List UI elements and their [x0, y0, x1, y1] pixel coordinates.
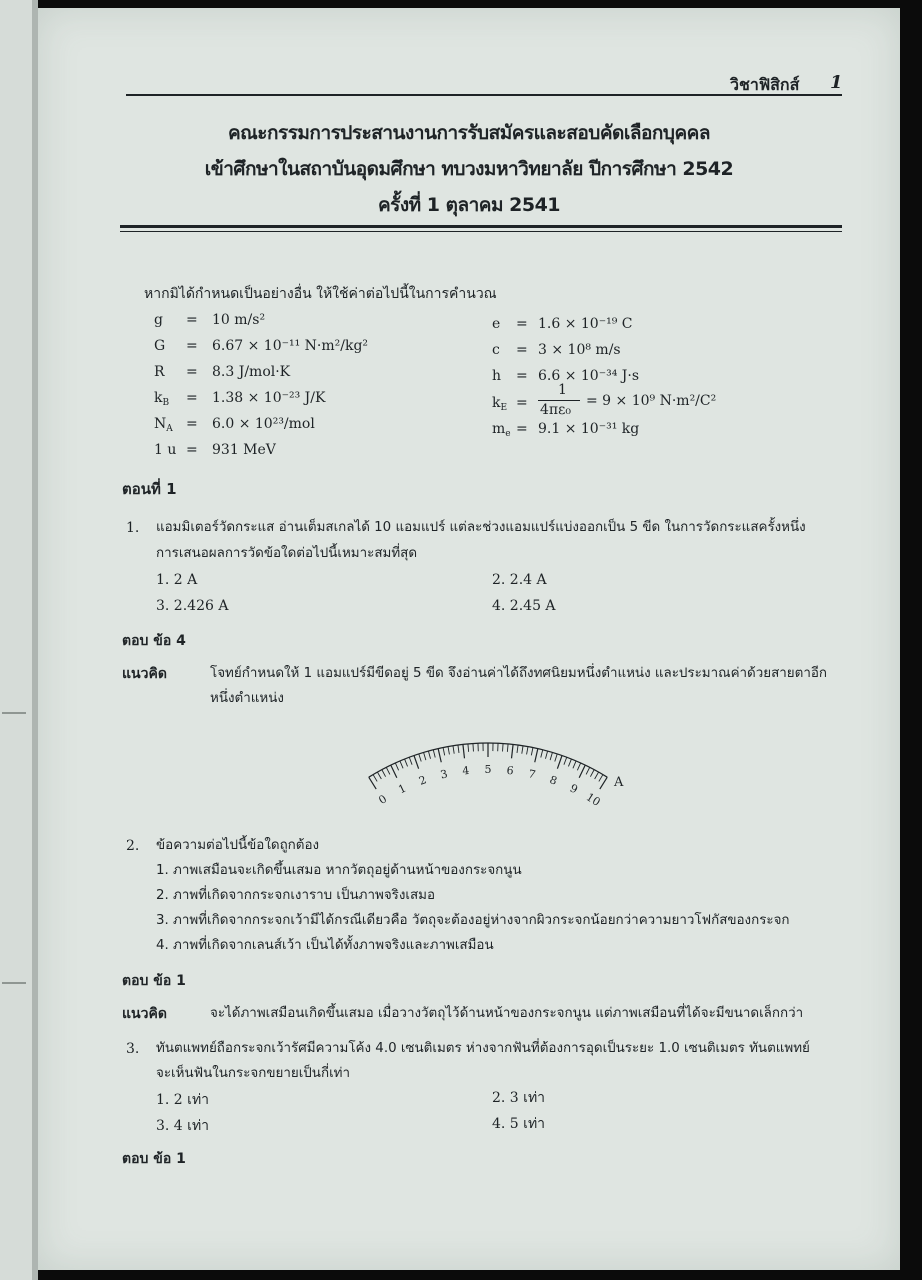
constants-intro: หากมิได้กำหนดเป็นอย่างอื่น ให้ใช้ค่าต่อไปนี้ในการคำนวณ: [144, 286, 497, 302]
kE-fraction-numerator: 1: [558, 382, 567, 398]
scale-minor-tick: [527, 747, 528, 755]
constant-NA: 6.0 × 10²³/mol: [212, 416, 315, 432]
scale-major-tick: [438, 749, 441, 763]
q2-approach: จะได้ภาพเสมือนเกิดขึ้นเสมอ เมื่อวางวัตถุไว้ด้านหน้าของกระจกนูน แต่ภาพเสมือนที่ได้จะมีขนาดเล็กกว่า: [210, 1006, 804, 1021]
scale-label: 10: [583, 790, 603, 809]
scale-label: 3: [439, 767, 449, 782]
title-rule-thick: [120, 225, 842, 228]
q1-approach-line2: หนึ่งตำแหน่ง: [210, 691, 284, 706]
constant-R: 8.3 J/mol·K: [212, 364, 291, 380]
scale-minor-tick: [448, 747, 449, 755]
scale-major-tick: [512, 744, 514, 758]
q1-approach-line1: โจทย์กำหนดให้ 1 แอมแปร์มีขีดอยู่ 5 ขีด จึงอ่านค่าได้ถึงทศนิยมหนึ่งตำแหน่ง และประมาณค่าด้วยสายตาอีก: [210, 666, 828, 681]
scale-minor-tick: [545, 751, 547, 759]
scale-minor-tick: [373, 775, 377, 782]
q2-choice-1: 1. ภาพเสมือนจะเกิดขึ้นเสมอ หากวัตถุอยู่ด้านหน้าของกระจกนูน: [156, 863, 522, 878]
scale-unit: A: [614, 775, 624, 790]
section-heading: ตอนที่ 1: [122, 480, 177, 498]
scale-minor-tick: [564, 757, 567, 764]
scale-label: 2: [417, 773, 429, 788]
q1-choice-2: 2. 2.4 A: [492, 572, 547, 588]
scale-minor-tick: [517, 745, 518, 753]
scale-minor-tick: [595, 772, 599, 779]
binding-edge: [0, 0, 38, 1280]
scale-minor-tick: [522, 746, 523, 754]
q2-approach-label: แนวคิด: [122, 1006, 167, 1022]
scale-minor-tick: [577, 763, 580, 770]
constant-kE: = 9 × 10⁹ N·m²/C²: [586, 393, 717, 409]
scale-minor-tick: [400, 761, 403, 768]
q3-choice-2: 2. 3 เท่า: [492, 1090, 546, 1106]
q3-answer: ตอบ ข้อ 1: [122, 1151, 186, 1167]
scale-major-tick: [600, 777, 607, 789]
q3-text-line2: จะเห็นฟันในกระจกขยายเป็นกี่เท่า: [156, 1066, 350, 1081]
constant-kB: 1.38 × 10⁻²³ J/K: [212, 390, 326, 406]
q2-choice-4: 4. ภาพที่เกิดจากเลนส์เว้า เป็นได้ทั้งภาพจริงและภาพเสมือน: [156, 938, 494, 953]
scale-minor-tick: [599, 775, 603, 782]
q2-choice-3: 3. ภาพที่เกิดจากกระจกเว้ามีได้กรณีเดียวคือ วัตถุจะต้องอยู่ห่างจากผิวกระจกน้อยกว่าความยาวโฟกัสของกระจก: [156, 913, 790, 928]
scale-label: 8: [547, 773, 559, 788]
title-line-2: เข้าศึกษาในสถาบันอุดมศึกษา ทบวงมหาวิทยาลัย ปีการศึกษา 2542: [204, 158, 734, 180]
q1-text-line2: การเสนอผลการวัดข้อใดต่อไปนี้เหมาะสมที่สุด: [156, 546, 418, 561]
scale-minor-tick: [409, 757, 412, 764]
scale-minor-tick: [453, 746, 454, 754]
scale-minor-tick: [590, 770, 594, 777]
q2-text: ข้อความต่อไปนี้ข้อใดถูกต้อง: [156, 838, 320, 853]
q1-choice-4: 4. 2.45 A: [492, 598, 556, 614]
constant-e: 1.6 × 10⁻¹⁹ C: [538, 316, 633, 332]
q3-text-line1: ทันตแพทย์ถือกระจกเว้ารัศมีความโค้ง 4.0 เซนติเมตร ห่างจากฟันที่ต้องการอุดเป็นระยะ 1.0 เซนติเมตร ทันตแพทย์: [156, 1041, 810, 1056]
scale-minor-tick: [473, 744, 474, 752]
scale-minor-tick: [507, 744, 508, 752]
q3-choice-3: 3. 4 เท่า: [156, 1118, 210, 1134]
kE-fraction-denominator: 4πε₀: [540, 402, 571, 418]
constant-me: 9.1 × 10⁻³¹ kg: [538, 421, 640, 437]
scale-minor-tick: [541, 750, 543, 758]
q1-text-line1: แอมมิเตอร์วัดกระแส อ่านเต็มสเกลได้ 10 แอมแปร์ แต่ละช่วงแอมแปร์แบ่งออกเป็น 5 ขีด ในการวัดกระแสครั้งหนึ่ง: [156, 520, 806, 535]
q3-choice-1: 1. 2 เท่า: [156, 1092, 210, 1108]
scale-minor-tick: [503, 744, 504, 752]
scale-minor-tick: [424, 752, 426, 760]
scale-label: 6: [505, 763, 515, 778]
scale-label: 4: [461, 763, 471, 778]
title-rule-thin: [120, 231, 842, 232]
scale-minor-tick: [395, 763, 398, 770]
q1-number: 1.: [126, 520, 140, 536]
scale-label: 0: [376, 792, 390, 808]
scale-minor-tick: [405, 759, 408, 766]
scale-minor-tick: [468, 744, 469, 752]
q2-answer: ตอบ ข้อ 1: [122, 973, 186, 989]
scale-minor-tick: [458, 745, 459, 753]
ammeter-scale: [328, 718, 648, 828]
scale-minor-tick: [568, 759, 571, 766]
scale-major-tick: [535, 749, 538, 763]
scale-major-tick: [463, 744, 465, 758]
scale-minor-tick: [586, 767, 590, 774]
constant-G: 6.67 × 10⁻¹¹ N·m²/kg²: [212, 338, 369, 354]
scale-minor-tick: [433, 750, 435, 758]
scale-major-tick: [369, 777, 376, 789]
constant-h: 6.6 × 10⁻³⁴ J·s: [538, 368, 640, 384]
scale-major-tick: [579, 765, 585, 778]
document-page: วิชาฟิสิกส์ 1 คณะกรรมการประสานงานการรับสมัครและสอบคัดเลือกบุคคล เข้าศึกษาในสถาบันอุดมศึกษา ทบวงมหาวิทยาลัย ปีการศึกษา 2542 ครั้งที่ 1 ตุลาคม 2541 หากมิได้กำหนดเป็นอย่างอื่น ให้ใช้ค่าต่อไปนี้ในการคำนวณ g = 10 m/s² G = 6.67 × 10⁻¹¹ N·m²/kg² R = 8.3 J/mol·K $k_B$ = 1.38 × 10⁻²³ J/K $N_A$ = 6.0 × 10²³/mol 1 u = 931 MeV e = 1.6 × 10⁻¹⁹ C c = 3 × 10⁸ m/s h = 6.6 × 10⁻³⁴ J·s $k_E$ = 1 4πε₀ = 9 × 10⁹ N·m²/C² $m_e$ = 9.1 × 10⁻³¹ kg ตอนที่ 1 1. แอมมิเตอร์วัดกระแส อ่านเต็มสเกลได้ 10 แอมแปร์ แต่ละช่วงแอมแปร์แบ่งออกเป็น 5 ขีด ในการวัดกระแสครั้งหนึ่ง การเสนอผลการวัดข้อใดต่อไปนี้เหมาะสมที่สุด 1. 2 A 2. 2.4 A 3. 2.426 A 4. 2.45 A ตอบ ข้อ 4 แนวคิด โจทย์กำหนดให้ 1 แอมแปร์มีขีดอยู่ 5 ขีด จึงอ่านค่าได้ถึงทศนิยมหนึ่งตำแหน่ง และประมาณค่าด้วยสายตาอีก หนึ่งตำแหน่ง 0 1 2 3 4 5 6 7 8 9 10 A 2. ข้อความต่อไปนี้ข้อใดถูกต้อง 1. ภาพเสมือนจะเกิดขึ้นเสมอ หากวัตถุอยู่ด้านหน้าของกระจกนูน 2. ภาพที่เกิดจากกระจกเงาราบ เป็นภาพจริงเสมอ 3. ภาพที่เกิดจากกระจกเว้ามีได้กรณีเดียวคือ วัตถุจะต้องอยู่ห่างจากผิวกระจกน้อยกว่าความยาวโฟกัสของกระจก 4. ภาพที่เกิดจากเลนส์เว้า เป็นได้ทั้งภาพจริงและภาพเสมือน ตอบ ข้อ 1 แนวคิด จะได้ภาพเสมือนเกิดขึ้นเสมอ เมื่อวางวัตถุไว้ด้านหน้าของกระจกนูน แต่ภาพเสมือนที่ได้จะมีขนาดเล็กกว่า 3. ทันตแพทย์ถือกระจกเว้ารัศมีความโค้ง 4.0 เซนติเมตร ห่างจากฟันที่ต้องการอุดเป็นระยะ 1.0 เซนติเมตร ทันตแพทย์ จะเห็นฟันในกระจกขยายเป็นกี่เท่า 1. 2 เท่า 2. 3 เท่า 3. 4 เท่า 4. 5 เท่า ตอบ ข้อ 1: [38, 8, 900, 1270]
scale-label: 5: [484, 763, 492, 776]
scale-minor-tick: [377, 772, 381, 779]
header-rule: [126, 94, 842, 96]
scale-label: 9: [567, 781, 580, 797]
scale-major-tick: [557, 756, 562, 769]
scale-minor-tick: [550, 752, 552, 760]
scale-minor-tick: [573, 761, 576, 768]
q3-number: 3.: [126, 1041, 140, 1057]
scale-label: 7: [527, 767, 537, 782]
q3-choice-4: 4. 5 เท่า: [492, 1116, 546, 1132]
scale-label: 1: [396, 781, 409, 797]
page-number: 1: [830, 72, 843, 93]
q1-choice-3: 3. 2.426 A: [156, 598, 229, 614]
scale-minor-tick: [531, 748, 533, 756]
title-line-3: ครั้งที่ 1 ตุลาคม 2541: [377, 194, 561, 216]
scale-minor-tick: [386, 767, 390, 774]
scale-minor-tick: [419, 754, 421, 762]
constant-g: 10 m/s²: [212, 312, 266, 328]
q2-choice-2: 2. ภาพที่เกิดจากกระจกเงาราบ เป็นภาพจริงเสมอ: [156, 888, 436, 903]
scale-major-tick: [391, 765, 397, 778]
q1-approach-label: แนวคิด: [122, 666, 167, 682]
q1-choice-1: 1. 2 A: [156, 572, 198, 588]
q2-number: 2.: [126, 838, 140, 854]
q1-answer: ตอบ ข้อ 4: [122, 633, 186, 649]
constant-c: 3 × 10⁸ m/s: [538, 342, 621, 358]
title-line-1: คณะกรรมการประสานงานการรับสมัครและสอบคัดเลือกบุคคล: [227, 122, 711, 144]
scale-minor-tick: [555, 754, 557, 762]
subject-label: วิชาฟิสิกส์: [730, 75, 800, 94]
scale-minor-tick: [382, 770, 386, 777]
constant-u: 931 MeV: [212, 442, 276, 458]
scale-minor-tick: [428, 751, 430, 759]
scale-minor-tick: [443, 748, 445, 756]
scale-major-tick: [414, 756, 419, 769]
